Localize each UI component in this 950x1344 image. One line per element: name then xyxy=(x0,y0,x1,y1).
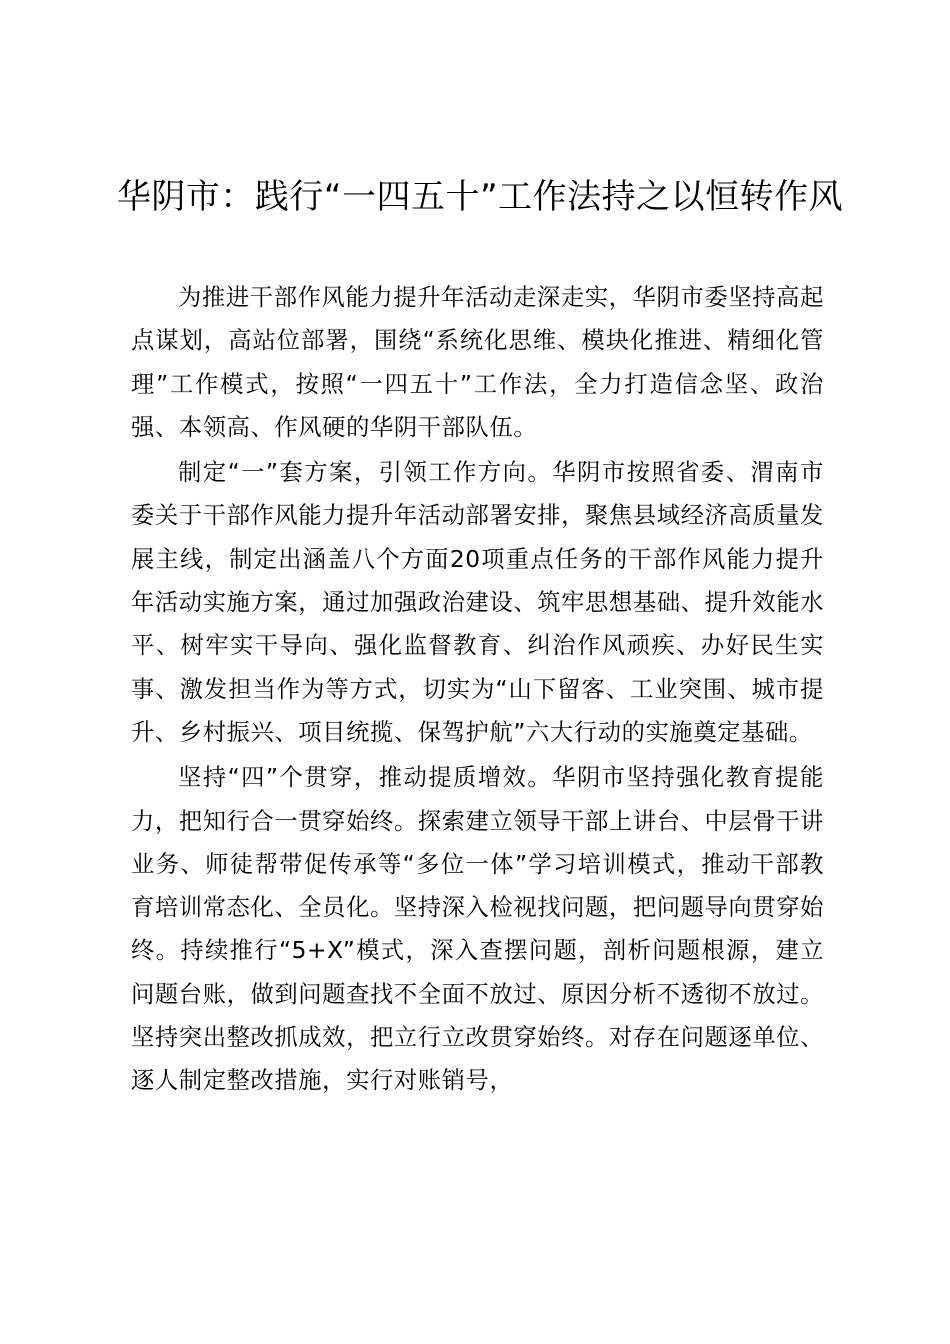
document-body xyxy=(131,276,824,1105)
paragraph-one-plan: 制定“一”套方案，引领工作方向。华阴市按照省委、渭南市委关于干部作风能力提升年活动部署安排，聚焦县域经济高质量发展主线，制定出涵盖八个方面20项重点任务的干部作风能力提升年活动实施方案，通过加强政治建设、筑牢思想基础、提升效能水平、树牢实干导向、强化监督教育、纠治作风顽疾、办好民生实事、激发担当作为等方式，切实为“山下留客、工业突围、城市提升、乡村振兴、项目统揽、保驾护航”六大行动的实施奠定基础。 xyxy=(131,459,825,746)
paragraph-intro: 为推进干部作风能力提升年活动走深走实，华阴市委坚持高起点谋划，高站位部署，围绕“系统化思维、模块化推进、精细化管理”工作模式，按照“一四五十”工作法，全力打造信念坚、政治强、本领高、作风硬的华阴干部队伍。 xyxy=(131,284,824,441)
paragraph-four-throughout: 坚持“四”个贯穿，推动提质增效。华阴市坚持强化教育提能力，把知行合一贯穿始终。探索建立领导干部上讲台、中层骨干讲业务、师徒帮带促传承等“多位一体”学习培训模式，推动干部教育培训常态化、全员化。坚持深入检视找问题，把问题导向贯穿始终。持续推行“5+X”模式，深入查摆问题，剖析问题根源，建立问题台账，做到问题查找不全面不放过、原因分析不透彻不放过。坚持突出整改抓成效，把立行立改贯穿始终。对存在问题逐单位、逐人制定整改措施，实行对账销号， xyxy=(131,764,825,1095)
document-title: 华阴市：践行“一四五十”工作法持之以恒转作风 xyxy=(116,177,844,217)
